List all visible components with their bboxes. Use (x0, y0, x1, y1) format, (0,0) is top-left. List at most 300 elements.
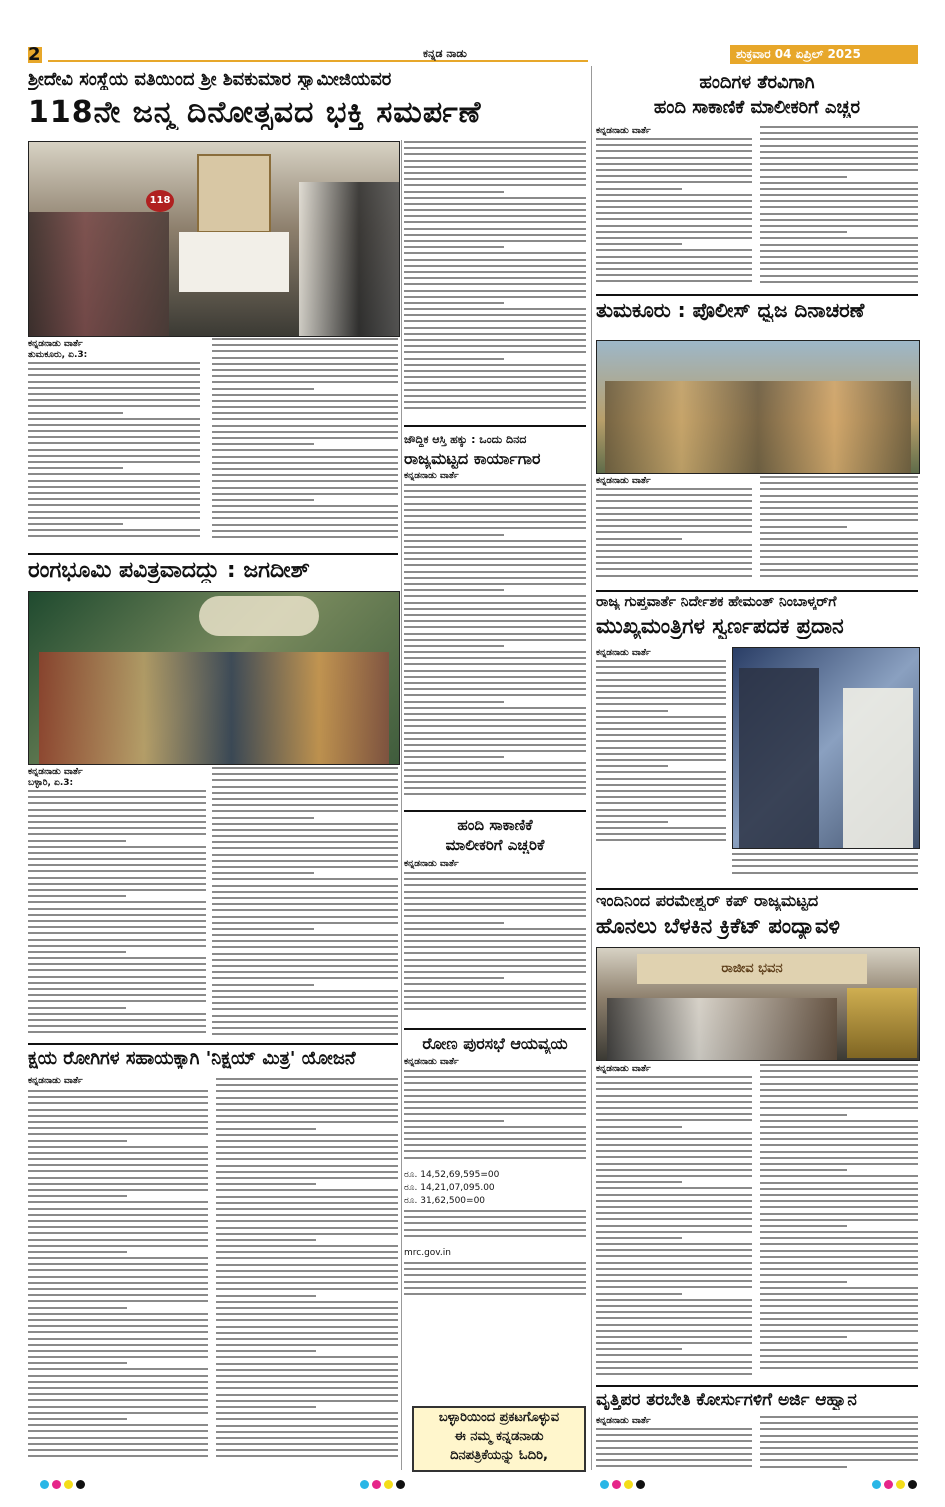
text-line (28, 461, 200, 463)
budget-byline: ಕನ್ನಡನಾಡು ವಾರ್ತೆ (404, 1057, 459, 1067)
text-line (28, 976, 206, 978)
divider (28, 553, 398, 555)
text-line (404, 1150, 586, 1152)
text-line (760, 488, 918, 490)
text-line (596, 1305, 752, 1307)
main-kicker: ಶ್ರೀದೇವಿ ಸಂಸ್ಥೆಯ ವತಿಯಿಂದ ಶ್ರೀ ಶಿವಕುಮಾರ ಸ್ವಾಮೀಜಿಯವರ (28, 69, 392, 90)
text-line (216, 1363, 398, 1365)
divider (404, 1028, 586, 1030)
text-line (212, 449, 398, 451)
text-line (404, 172, 586, 174)
text-line (596, 1132, 752, 1134)
text-line (28, 399, 200, 401)
theatre-dateline: ಬಳ್ಳಾರಿ, ಏ.3: (28, 778, 74, 788)
text-line (212, 406, 398, 408)
text-line (404, 595, 586, 597)
text-line (596, 778, 726, 780)
text-line (28, 1412, 208, 1414)
text-line (28, 951, 126, 953)
text-line (212, 959, 398, 961)
text-line (760, 1256, 918, 1258)
text-line (760, 538, 918, 540)
text-line (404, 534, 504, 536)
black-dot (636, 1480, 645, 1489)
text-line (212, 480, 398, 482)
text-line (28, 833, 206, 835)
text-line (404, 302, 504, 304)
text-line (216, 1090, 398, 1092)
tb-text-col1 (28, 1090, 208, 1466)
divider (404, 425, 586, 427)
text-line (212, 946, 398, 948)
text-line (216, 1313, 398, 1315)
text-line (28, 374, 200, 376)
text-line (28, 1368, 208, 1370)
text-line (404, 971, 586, 973)
text-line (596, 550, 752, 552)
text-line (404, 246, 504, 248)
text-line (596, 1144, 752, 1146)
text-line (732, 859, 918, 861)
text-line (596, 169, 752, 171)
text-line (404, 160, 586, 162)
text-line (404, 252, 586, 254)
text-line (216, 1196, 398, 1198)
text-line (28, 1140, 127, 1142)
text-line (28, 1152, 208, 1154)
text-line (404, 277, 586, 279)
text-line (212, 536, 398, 538)
crowd-right (299, 182, 399, 336)
text-line (404, 1262, 586, 1264)
text-line (596, 722, 726, 724)
text-line (596, 1119, 752, 1121)
text-line (760, 1453, 918, 1455)
text-line (216, 1264, 398, 1266)
text-line (404, 946, 586, 948)
text-line (596, 1293, 682, 1295)
text-line (596, 1163, 752, 1165)
text-line (760, 569, 918, 571)
text-line (404, 407, 586, 409)
text-line (28, 1013, 206, 1015)
medal-text (596, 660, 726, 850)
text-line (28, 486, 200, 488)
text-line (404, 952, 586, 954)
text-line (404, 750, 586, 752)
text-line (596, 1181, 682, 1183)
text-line (404, 922, 504, 924)
text-line (596, 544, 752, 546)
main-article-text-col2 (212, 338, 398, 546)
text-line (596, 1262, 752, 1264)
text-line (216, 1171, 398, 1173)
text-line (404, 389, 586, 391)
text-line (404, 1076, 586, 1078)
text-line (28, 1375, 208, 1377)
text-line (212, 916, 398, 918)
text-line (596, 710, 668, 712)
tb-byline: ಕನ್ನಡನಾಡು ವಾರ್ತೆ (28, 1076, 83, 1086)
text-line (404, 327, 586, 329)
text-line (732, 865, 918, 867)
text-line (596, 679, 726, 681)
text-line (28, 430, 200, 432)
text-line (28, 1164, 208, 1166)
text-line (596, 538, 682, 540)
text-line (212, 940, 398, 942)
text-line (28, 1121, 208, 1123)
text-line (404, 209, 586, 211)
text-line (216, 1356, 398, 1358)
text-line (596, 280, 752, 282)
text-line (404, 928, 586, 930)
text-line (596, 740, 726, 742)
text-line (212, 872, 314, 874)
text-line (760, 1101, 918, 1103)
text-line (596, 575, 752, 577)
text-line (28, 1350, 208, 1352)
text-line (216, 1084, 398, 1086)
text-line (212, 792, 398, 794)
text-line (404, 1235, 586, 1237)
text-line (404, 959, 586, 961)
text-line (212, 767, 398, 769)
text-line (596, 1330, 752, 1332)
text-line (596, 256, 752, 258)
text-line (212, 909, 398, 911)
budget-website[interactable]: mrc.gov.in (404, 1248, 451, 1258)
text-line (212, 810, 398, 812)
text-line (596, 1317, 752, 1319)
text-line (216, 1121, 398, 1123)
text-line (28, 852, 206, 854)
text-line (404, 1144, 586, 1146)
yellow-dot (896, 1480, 905, 1489)
text-line (404, 903, 586, 905)
text-line (28, 1214, 208, 1216)
text-line (404, 645, 504, 647)
text-line (760, 1416, 918, 1418)
text-line (760, 237, 918, 239)
text-line (28, 1170, 208, 1172)
text-line (760, 482, 918, 484)
text-line (596, 157, 752, 159)
text-line (760, 182, 918, 184)
text-line (596, 1434, 752, 1436)
black-dot (396, 1480, 405, 1489)
text-line (28, 1276, 208, 1278)
text-line (404, 589, 504, 591)
text-line (28, 1226, 208, 1228)
text-line (216, 1078, 398, 1080)
text-line (760, 544, 918, 546)
text-line (596, 1324, 752, 1326)
text-line (596, 1194, 752, 1196)
hall-banner-text: ರಾಜೀವ ಭವನ (721, 961, 783, 976)
text-line (28, 914, 206, 916)
text-line (596, 1361, 752, 1363)
text-line (404, 490, 586, 492)
text-line (28, 1201, 208, 1203)
text-line (216, 1406, 316, 1408)
issue-date: ಶುಕ್ರವಾರ 04 ಏಪ್ರಿಲ್ 2025 (736, 47, 861, 61)
text-line (760, 1318, 918, 1320)
text-line (596, 759, 726, 761)
text-line (212, 773, 398, 775)
police-flag-byline: ಕನ್ನಡನಾಡು ವಾರ್ತೆ (596, 476, 651, 486)
text-line (760, 1070, 918, 1072)
text-line (596, 1126, 682, 1128)
text-line (760, 1441, 918, 1443)
text-line (596, 519, 752, 521)
text-line (28, 1090, 208, 1092)
text-line (404, 676, 586, 678)
number-sign: 118 (146, 190, 174, 212)
text-line (404, 1107, 586, 1109)
text-line (216, 1326, 398, 1328)
text-line (28, 969, 206, 971)
text-line (760, 1126, 918, 1128)
theatre-byline: ಕನ್ನಡನಾಡು ವಾರ್ತೆ (28, 767, 83, 777)
text-line (596, 1447, 752, 1449)
yellow-dot (64, 1480, 73, 1489)
text-line (596, 237, 752, 239)
text-line (404, 701, 504, 703)
text-line (212, 487, 398, 489)
text-line (596, 703, 726, 705)
text-line (212, 977, 398, 979)
text-line (28, 815, 206, 817)
text-line (596, 672, 726, 674)
text-line (404, 725, 586, 727)
text-line (596, 488, 752, 490)
text-line (596, 231, 752, 233)
text-line (212, 841, 398, 843)
text-line (28, 1319, 208, 1321)
text-line (216, 1431, 398, 1433)
text-line (596, 525, 752, 527)
text-line (596, 1237, 682, 1239)
text-line (760, 1324, 918, 1326)
budget-text-top (404, 1070, 586, 1166)
text-line (596, 1453, 752, 1455)
text-line (212, 829, 398, 831)
text-line (404, 787, 586, 789)
text-line (28, 982, 206, 984)
text-line (404, 872, 586, 874)
pigs-text-col1 (596, 138, 752, 288)
text-line (404, 571, 586, 573)
text-line (404, 401, 586, 403)
text-line (404, 670, 586, 672)
divider (596, 590, 918, 592)
text-line (596, 556, 752, 558)
people-row (39, 652, 389, 764)
advert-line: ಬಳ್ಳಾರಿಯಿಂದ ಪ್ರಕಟಗೊಳ್ಳುವ (438, 1410, 560, 1425)
text-line (216, 1245, 398, 1247)
text-line (596, 175, 752, 177)
text-line (404, 940, 586, 942)
pigs-headline: ಹಂದಿಗಳ ತೆರವಿಗಾಗಿ (699, 72, 815, 93)
text-line (216, 1165, 398, 1167)
text-line (596, 188, 682, 190)
text-line (404, 663, 586, 665)
text-line (404, 290, 586, 292)
cricket-kicker: ಇಂದಿನಿಂದ ಪರಮೇಶ್ವರ್ ಕಪ್ ರಾಜ್ಯಮಟ್ಟದ (596, 891, 819, 910)
text-line (212, 897, 398, 899)
cricket-text-col2 (760, 1064, 918, 1380)
hall-banner (637, 954, 867, 984)
text-line (760, 1281, 847, 1283)
text-line (760, 1132, 918, 1134)
text-line (404, 738, 586, 740)
text-line (760, 281, 918, 283)
text-line (596, 1286, 752, 1288)
text-line (760, 169, 918, 171)
text-line (404, 694, 586, 696)
text-line (28, 368, 200, 370)
text-line (212, 425, 398, 427)
text-line (28, 895, 126, 897)
text-line (28, 455, 200, 457)
print-registration-marks (360, 1480, 405, 1489)
text-line (760, 563, 918, 565)
text-line (404, 793, 586, 795)
text-line (212, 357, 398, 359)
text-line (212, 505, 398, 507)
text-line (596, 660, 726, 662)
theatre-text-col1 (28, 790, 206, 1040)
text-line (216, 1344, 398, 1346)
text-line (28, 1325, 208, 1327)
text-line (760, 556, 918, 558)
text-line (596, 531, 752, 533)
text-line (404, 614, 586, 616)
text-line (404, 688, 586, 690)
text-line (732, 853, 918, 855)
text-line (28, 1208, 208, 1210)
medal-headline: ಮುಖ್ಯಮಂತ್ರಿಗಳ ಸ್ವರ್ಣಪದಕ ಪ್ರದಾನ (596, 614, 844, 638)
text-line (216, 1375, 398, 1377)
text-line (404, 744, 586, 746)
text-line (404, 891, 586, 893)
text-line (212, 517, 398, 519)
text-line (596, 821, 668, 823)
text-line (404, 320, 586, 322)
text-line (760, 157, 918, 159)
text-line (760, 1342, 918, 1344)
text-line (216, 1183, 316, 1185)
text-line (28, 1263, 208, 1265)
text-line (760, 1312, 918, 1314)
text-line (732, 872, 918, 874)
page-number: 2 (28, 44, 41, 65)
text-line (28, 1449, 208, 1451)
text-line (596, 500, 752, 502)
text-line (596, 268, 752, 270)
text-line (28, 926, 206, 928)
text-line (760, 219, 918, 221)
budget-figure: ರೂ. 31,62,500=00 (404, 1196, 486, 1206)
text-line (596, 753, 726, 755)
text-line (760, 1169, 847, 1171)
text-line (216, 1140, 398, 1142)
text-line (404, 1008, 586, 1010)
text-line (212, 878, 398, 880)
text-line (216, 1425, 398, 1427)
police-flag-headline: ತುಮಕೂರು : ಪೊಲೀಸ್ ಧ್ವಜ ದಿನಾಚರಣೆ (596, 298, 865, 322)
property-article-text (404, 484, 586, 802)
text-line (760, 1435, 918, 1437)
divider (28, 1043, 398, 1045)
text-line (404, 1268, 586, 1270)
text-line (404, 147, 586, 149)
text-line (760, 513, 918, 515)
text-line (216, 1128, 316, 1130)
main-article-text-col3 (404, 141, 586, 419)
text-line (212, 499, 314, 501)
text-line (212, 493, 398, 495)
text-line (216, 1177, 398, 1179)
text-line (596, 1095, 752, 1097)
text-line (216, 1350, 316, 1352)
text-line (596, 1187, 752, 1189)
text-line (404, 781, 586, 783)
text-line (760, 550, 918, 552)
text-line (28, 449, 200, 451)
text-line (404, 996, 586, 998)
text-line (404, 977, 504, 979)
text-line (760, 151, 918, 153)
text-line (404, 762, 586, 764)
text-line (216, 1146, 398, 1148)
text-line (212, 860, 398, 862)
text-line (212, 350, 398, 352)
text-line (404, 1101, 586, 1103)
text-line (28, 1406, 208, 1408)
text-line (760, 1428, 918, 1430)
text-line (404, 608, 586, 610)
medal-byline: ಕನ್ನಡನಾಡು ವಾರ್ತೆ (596, 648, 651, 658)
budget-text-bottom (404, 1210, 586, 1244)
medal-kicker: ರಾಜ್ಯ ಗುಪ್ತವಾರ್ತೆ ನಿರ್ದೇಶಕ ಹೇಮಂತ್ ನಿಂಬಾಳ್ಕರ್‌ಗೆ (596, 594, 837, 610)
cricket-text-col1 (596, 1076, 752, 1380)
text-line (404, 153, 586, 155)
text-line (760, 1243, 918, 1245)
text-line (404, 564, 586, 566)
text-line (28, 809, 206, 811)
text-line (760, 1355, 918, 1357)
text-line (404, 884, 586, 886)
pigs-warning-text (404, 872, 586, 1020)
text-line (404, 540, 586, 542)
text-line (404, 370, 586, 372)
text-line (212, 854, 398, 856)
text-line (760, 1287, 918, 1289)
text-line (760, 1175, 918, 1177)
text-line (28, 418, 200, 420)
text-line (596, 1465, 752, 1467)
text-line (216, 1220, 398, 1222)
divider (596, 1385, 918, 1387)
text-line (404, 1229, 586, 1231)
text-line (28, 442, 200, 444)
text-line (404, 626, 586, 628)
text-line (596, 734, 726, 736)
text-line (596, 218, 752, 220)
text-line (596, 790, 726, 792)
